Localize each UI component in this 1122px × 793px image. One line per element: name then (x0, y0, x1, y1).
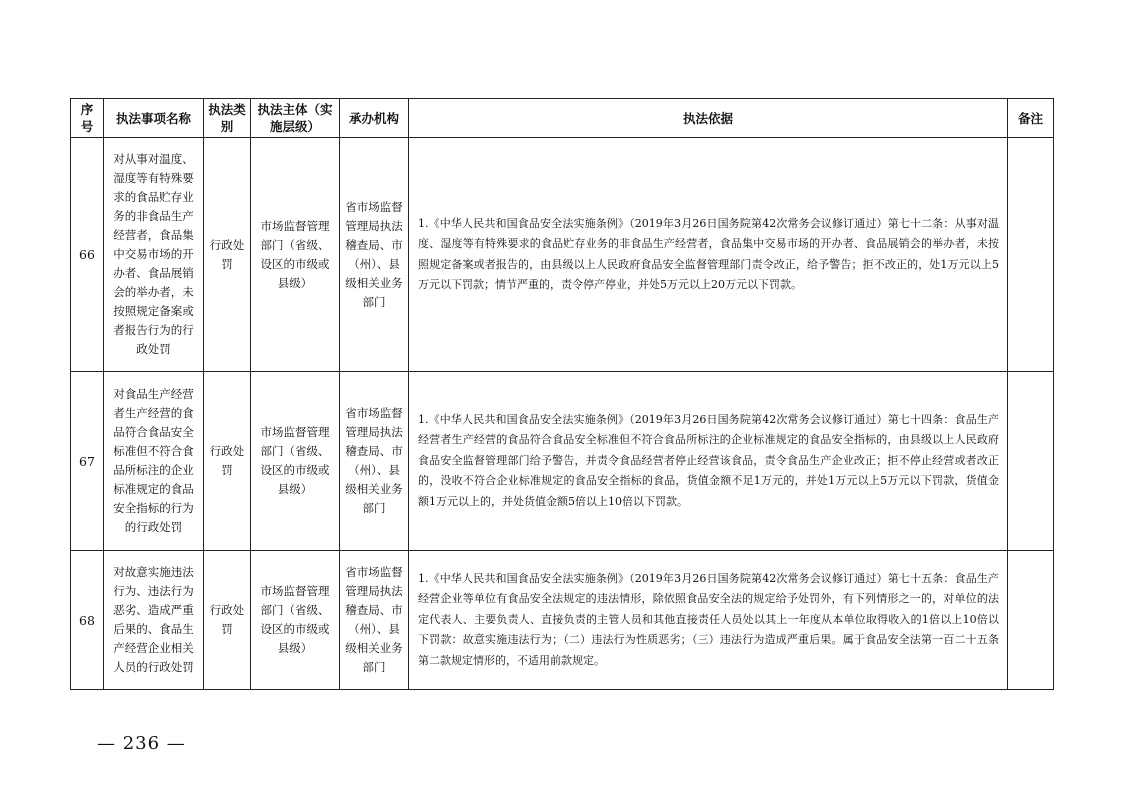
row-item-name: 对故意实施违法行为、违法行为恶劣、造成严重后果的、食品生产经营企业相关人员的行政处罚 (104, 551, 204, 690)
row-subject: 市场监督管理部门（省级、设区的市级或县级） (251, 138, 340, 372)
row-basis: 1.《中华人民共和国食品安全法实施条例》（2019年3月26日国务院第42次常务会议修订通过）第七十四条：食品生产经营者生产经营的食品符合食品安全标准但不符合食品所标注的企业标准规定的食品安全指标的，由县级以上人民政府食品安全监督管理部门给予警告，并责令食品经营者停止经营该食品，责令食品生产企业改正；拒不停止经营或者改正的，没收不符合企业标准规定的食品安全指标的食品，货值金额不足1万元的，并处1万元以上5万元以下罚款，货值金额1万元以上的，并处货值金额5倍以上10倍以下罚款。 (409, 372, 1008, 551)
row-agency: 省市场监督管理局执法稽查局、市（州）、县级相关业务部门 (340, 138, 409, 372)
row-basis: 1.《中华人民共和国食品安全法实施条例》（2019年3月26日国务院第42次常务会议修订通过）第七十二条：从事对温度、湿度等有特殊要求的食品贮存业务的非食品生产经营者，食品集中交易市场的开办者、食品展销会的举办者，未按照规定备案或者报告的，由县级以上人民政府食品安全监督管理部门责令改正，给予警告；拒不改正的，处1万元以上5万元以下罚款；情节严重的，责令停产停业，并处5万元以上20万元以下罚款。 (409, 138, 1008, 372)
row-category: 行政处罚 (204, 138, 251, 372)
header-subject: 执法主体（实施层级） (251, 99, 340, 138)
row-agency: 省市场监督管理局执法稽查局、市（州）、县级相关业务部门 (340, 372, 409, 551)
row-remark (1008, 138, 1054, 372)
row-category: 行政处罚 (204, 551, 251, 690)
row-remark (1008, 372, 1054, 551)
row-item-name: 对食品生产经营者生产经营的食品符合食品安全标准但不符合食品所标注的企业标准规定的食品安全指标的行为的行政处罚 (104, 372, 204, 551)
row-subject: 市场监督管理部门（省级、设区的市级或县级） (251, 551, 340, 690)
row-agency: 省市场监督管理局执法稽查局、市（州）、县级相关业务部门 (340, 551, 409, 690)
row-seq: 67 (71, 372, 104, 551)
header-seq: 序号 (71, 99, 104, 138)
table-header-row (71, 99, 1054, 138)
row-seq: 66 (71, 138, 104, 372)
header-remark: 备注 (1008, 99, 1054, 138)
row-basis: 1.《中华人民共和国食品安全法实施条例》（2019年3月26日国务院第42次常务会议修订通过）第七十五条：食品生产经营企业等单位有食品安全法规定的违法情形，除依照食品安全法的规定给予处罚外，有下列情形之一的，对单位的法定代表人、主要负责人、直接负责的主管人员和其他直接责任人员处以其上一年度从本单位取得收入的1倍以上10倍以下罚款：故意实施违法行为；（二）违法行为性质恶劣；（三）违法行为造成严重后果。属于食品安全法第一百二十五条第二款规定情形的，不适用前款规定。 (409, 551, 1008, 690)
law-enforcement-table (70, 98, 1054, 690)
header-name: 执法事项名称 (104, 99, 204, 138)
row-category: 行政处罚 (204, 372, 251, 551)
row-remark (1008, 551, 1054, 690)
header-agency: 承办机构 (340, 99, 409, 138)
header-basis: 执法依据 (409, 99, 1008, 138)
table-row (71, 551, 1054, 690)
table-row (71, 372, 1054, 551)
row-seq: 68 (71, 551, 104, 690)
header-category: 执法类别 (204, 99, 251, 138)
row-item-name: 对从事对温度、湿度等有特殊要求的食品贮存业务的非食品生产经营者，食品集中交易市场的开办者、食品展销会的举办者，未按照规定备案或者报告行为的行政处罚 (104, 138, 204, 372)
row-subject: 市场监督管理部门（省级、设区的市级或县级） (251, 372, 340, 551)
page-number: — 236 — (97, 733, 186, 754)
table-row (71, 138, 1054, 372)
